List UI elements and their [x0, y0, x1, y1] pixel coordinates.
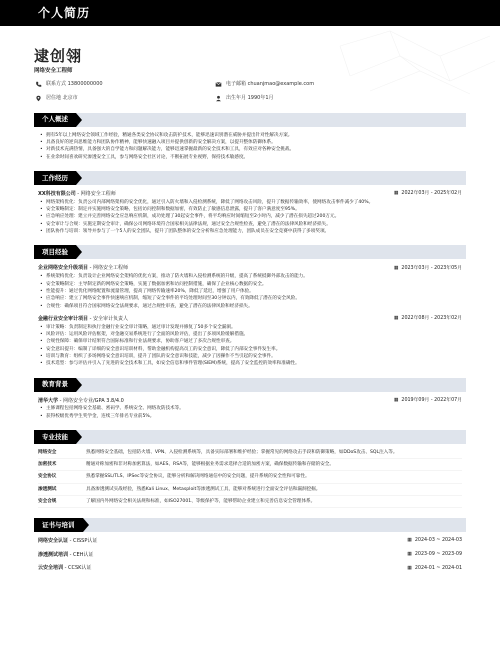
- email-text: 电子邮箱 chuanjmao@example.com: [226, 81, 315, 88]
- list-item: • 安全审计与合规：实施定期安全审计，确保公司网络环境符合国家相关法律法规，通过安全合规性检查，避免了潜在的法律风险和经济损失。: [38, 222, 462, 228]
- section-title: 专业技能: [34, 430, 76, 444]
- list-item: • 团队协作与培训：领导并参与了一个5人的安全团队，提升了团队整体的安全分析和应急处理能力，团队成员在安全竞赛中获得了多项奖项。: [38, 229, 462, 235]
- section-title: 教育背景: [34, 378, 76, 392]
- list-item: • 应急响应：建立了网络安全事件快速响应机制，缩短了安全事件的平均处理时间至30分钟以内，有效降低了潜在的安全风险。: [38, 296, 462, 302]
- major-text: 网络安全专业/GPA 3.8/4.0: [63, 397, 124, 404]
- calendar-icon: ▦: [393, 397, 399, 403]
- list-item: • 在业余时间喜欢研究渗透安全工具，参与网络安全社区讨论，不断拓展专业视野，保持技术敏感度。: [38, 155, 462, 161]
- education-section: [34, 378, 466, 420]
- calendar-icon: ▦: [407, 551, 412, 557]
- skill-row: [38, 462, 462, 471]
- calendar-icon: ▦: [407, 538, 412, 544]
- location-text: 居住地 北京市: [46, 95, 78, 102]
- location-icon: [34, 95, 42, 103]
- cert-row: 渗透测试培训 - CEH认证 ▦ 2023-09 ~ 2023-09: [38, 551, 462, 558]
- list-item: • 审计策略：负责制定和执行金融行业安全审计策略，通过审计发现并修复了50多个安全漏洞。: [38, 325, 462, 331]
- phone-text: 联系方式 13800000000: [46, 81, 103, 88]
- section-title: 项目经验: [34, 245, 76, 259]
- summary-section: [34, 113, 466, 161]
- project-entry: 企业网络安全升级项目 - 网络安全工程师 ▦ 2023年03月 - 2023年05月 • 系统架构优化：负责设计企业网络安全架构的优化方案，推动了防火墙和入侵检测系统的升级，提高了系统抵御外部攻击的能力。 • 安全策略制定：主导制定新的网络安全策略，实施了数据加密和访问控制措施，确保了企业核心数据的安全。 • 性能提升：通过优化网络配置和流量管理，提高了网络传输速率20%，降低了延迟，增强了用户体验。 • 应急响应：建立了网络安全事件快速响应机制，缩短了安全事件的平均处理时间至30分钟以内，有效降低了潜在的安全风险。 • 合规性：确保项目符合国家网络安全法规要求，通过合规性审查，避免了潜在的法律风险和经济损失。: [38, 265, 462, 309]
- project-date: 2023年03月 - 2023年05月: [401, 265, 462, 271]
- skill-row: [38, 450, 462, 459]
- job-intent: 网络安全工程师: [34, 68, 73, 75]
- phone-item: [34, 81, 214, 89]
- school-name: 清华大学: [38, 397, 59, 404]
- skill-name: 加密技术: [38, 462, 57, 468]
- education-list: [38, 406, 462, 420]
- decorative-pattern: [330, 26, 500, 96]
- email-icon: [214, 81, 222, 89]
- calendar-icon: ▦: [393, 191, 399, 197]
- section-title: 证书与培训: [34, 518, 83, 532]
- cert-sub: CEH认证: [73, 551, 94, 558]
- calendar-icon: ▦: [393, 316, 399, 321]
- project-name: 企业网络安全升级项目: [38, 265, 89, 272]
- skill-name: 渗透测试: [38, 486, 57, 492]
- cert-row: 云安全培训 - CCSK认证 ▦ 2024-01 ~ 2024-01: [38, 565, 462, 572]
- resume-header-bar: [0, 0, 500, 26]
- list-item: • 网络架构优化：负责公司内部网络架构的安全优化，通过引入防火墙和入侵检测系统，降低了网络攻击风险，提升了数据传输效率，使网络攻击事件减少了40%。: [38, 200, 462, 206]
- list-item: • 获得校级优秀学生奖学金，连续三年排名专业前5%。: [38, 414, 462, 420]
- project-role: 网络安全工程师: [93, 265, 129, 272]
- project-role: 安全审计负责人: [93, 315, 129, 322]
- skill-name: 安全合规: [38, 498, 57, 504]
- list-item: • 安全策略制定：制定并实施网络安全策略，包括访问控制和数据加密，有效防止了敏感信息泄露，提升了客户满意度至95%。: [38, 207, 462, 213]
- cert-sub: CCSK认证: [68, 565, 92, 572]
- work-list: [38, 200, 462, 236]
- project-name: 金融行业安全审计项目: [38, 315, 89, 322]
- work-date: 2022年03月 - 2025年02月: [401, 191, 462, 197]
- skill-row: [38, 499, 462, 508]
- cert-name: 网络安全认证: [38, 537, 69, 544]
- cert-name: 渗透测试培训: [38, 551, 69, 558]
- calendar-icon: ▦: [407, 565, 412, 571]
- list-item: • 合规性：确保项目符合国家网络安全法规要求，通过合规性审查，避免了潜在的法律风险和经济损失。: [38, 304, 462, 310]
- skill-row: [38, 487, 462, 496]
- section-header: [34, 378, 466, 392]
- list-item: • 培训与教育：组织了多场网络安全意识培训，提升了团队的安全意识和技能，减少了因操作不当引起的安全事件。: [38, 354, 462, 360]
- location-item: [34, 95, 214, 103]
- cert-date: 2024-03 ~ 2024-03: [414, 538, 462, 544]
- skill-desc: 精通对称加密和非对称加密算法，如AES、RSA等，能够根据业务需求选择合适的加密方案，确保数据传输和存储的安全。: [86, 462, 334, 468]
- list-item: • 技术选型：参与评估并引入了先进的安全技术和工具，如安全信息和事件管理(SIEM)系统，提高了安全监控的效率和准确性。: [38, 361, 462, 367]
- skills-section: [34, 430, 466, 508]
- skill-name: 安全协议: [38, 474, 57, 480]
- project-entry: 金融行业安全审计项目 - 安全审计负责人 ▦ 2022年08月 - 2023年02月 • 审计策略：负责制定和执行金融行业安全审计策略，通过审计发现并修复了50多个安全漏洞。 • 风险评估：运用风险评估框架，对金融交易系统进行了全面的风险评估，提出了多项风险缓解措施。 • 合规性保障：确保审计结果符合国际标准和行业法规要求，协助客户通过了多次合规性审查。 • 安全意识提升：编制了详细的安全意识培训材料，帮助金融机构提高员工的安全意识，降低了内部安全事件发生率。 • 培训与教育：组织了多场网络安全意识培训，提升了团队的安全意识和技能，减少了因操作不当引起的安全事件。 • 技术选型：参与评估并引入了先进的安全技术和工具，如安全信息和事件管理(SIEM)系统，提高了安全监控的效率和准确性。: [38, 316, 462, 368]
- list-item: • 应急响应处理：建立并完善网络安全应急响应机制，成功处理了30起安全事件，将平均响应时间缩短至2小时内，减少了潜在损失超过200万元。: [38, 214, 462, 220]
- person-name: 逮创翎: [34, 47, 83, 65]
- user-icon: [214, 95, 222, 103]
- skill-desc: 具备渗透测试实战经验，熟悉Kali Linux、Metasploit等渗透测试工具，能够对系统进行全面安全评估和漏洞挖掘。: [86, 486, 321, 492]
- cert-date: 2023-09 ~ 2023-09: [414, 551, 462, 557]
- project-list: [38, 325, 462, 368]
- skill-desc: 熟悉掌握SSL/TLS、IPSec等安全协议，能够分析和解决网络通信中的安全问题，提升系统的安全性和可靠性。: [86, 474, 310, 480]
- company-name: XX科技有限公司: [38, 190, 76, 197]
- cert-date: 2024-01 ~ 2024-01: [414, 565, 462, 571]
- section-title: 个人概述: [34, 113, 76, 127]
- list-item: • 风险评估：运用风险评估框架，对金融交易系统进行了全面的风险评估，提出了多项风险缓解措施。: [38, 332, 462, 338]
- birth-text: 出生年月 1990年1月: [226, 95, 274, 102]
- calendar-icon: ▦: [393, 265, 399, 271]
- phone-icon: [34, 81, 42, 89]
- summary-list: [38, 133, 462, 161]
- skill-desc: 熟悉网络安全基础，包括防火墙、VPN、入侵检测系统等，具备实际部署和维护经验；掌握常见的网络攻击手段和防御策略，如DDoS攻击、SQL注入等。: [86, 449, 398, 455]
- cert-sub: CISSP认证: [73, 537, 98, 544]
- list-item: • 对新技术充满热情，具备强大的自学能力和问题解决能力，能够迅速掌握最新的安全技术和工具，有效应对各种安全挑战。: [38, 147, 462, 153]
- skill-row: [38, 474, 462, 483]
- project-list: [38, 274, 462, 310]
- list-item: • 性能提升：通过优化网络配置和流量管理，提高了网络传输速率20%，降低了延迟，增强了用户体验。: [38, 289, 462, 295]
- cert-row: 网络安全认证 - CISSP认证 ▦ 2024-03 ~ 2024-03: [38, 537, 462, 544]
- section-title: 工作经历: [34, 171, 76, 185]
- list-item: • 具备良好的逆向思维能力和团队协作精神，能够快速融入项目并提供创新的安全解决方案，以提升整体防御体系。: [38, 140, 462, 146]
- cert-name: 云安全培训: [38, 565, 64, 572]
- skill-name: 网络安全: [38, 449, 57, 455]
- section-header: [34, 171, 466, 185]
- skill-desc: 了解国内外网络安全相关法规和标准，如ISO27001、等级保护等，能够帮助企业建立和完善信息安全管理体系。: [86, 498, 316, 504]
- work-entry: XX科技有限公司 - 网络安全工程师 ▦ 2022年03月 - 2025年02月 • 网络架构优化：负责公司内部网络架构的安全优化，通过引入防火墙和入侵检测系统，降低了网络攻击风险，提升了数据传输效率，使网络攻击事件减少了40%。 • 安全策略制定：制定并实施网络安全策略，包括访问控制和数据加密，有效防止了敏感信息泄露，提升了客户满意度至95%。 • 应急响应处理：建立并完善网络安全应急响应机制，成功处理了30起安全事件，将平均响应时间缩短至2小时内，减少了潜在损失超过200万元。 • 安全审计与合规：实施定期安全审计，确保公司网络环境符合国家相关法律法规，通过安全合规性检查，避免了潜在的法律风险和经济损失。 • 团队协作与培训：领导并参与了一个5人的安全团队，提升了团队整体的安全分析和应急处理能力，团队成员在安全竞赛中获得了多项奖项。: [38, 191, 462, 235]
- education-entry: 清华大学 - 网络安全专业/GPA 3.8/4.0 ▦ 2019年09月 - 2022年07月 • 主修课程包括网络安全基础、密码学、系统安全、网络攻防技术等。 • 获得校级优秀学生奖学金，连续三年排名专业前5%。: [38, 398, 462, 420]
- projects-section: [34, 245, 466, 367]
- work-section: [34, 171, 466, 235]
- list-item: • 系统架构优化：负责设计企业网络安全架构的优化方案，推动了防火墙和入侵检测系统的升级，提高了系统抵御外部攻击的能力。: [38, 274, 462, 280]
- section-header: [34, 113, 466, 127]
- list-item: • 拥有5年以上网络安全领域工作经验，精通各类安全协议和攻击防护技术，能够迅速识别潜在威胁并提出针对性解决方案。: [38, 133, 462, 139]
- project-date: 2022年08月 - 2023年02月: [401, 316, 462, 321]
- list-item: • 主修课程包括网络安全基础、密码学、系统安全、网络攻防技术等。: [38, 406, 462, 412]
- list-item: • 合规性保障：确保审计结果符合国际标准和行业法规要求，协助客户通过了多次合规性审查。: [38, 339, 462, 345]
- education-date: 2019年09月 - 2022年07月: [401, 397, 462, 403]
- job-role: 网络安全工程师: [80, 190, 116, 197]
- section-header: [34, 430, 466, 444]
- list-item: • 安全意识提升：编制了详细的安全意识培训材料，帮助金融机构提高员工的安全意识，降低了内部安全事件发生率。: [38, 347, 462, 353]
- section-header: [34, 245, 466, 259]
- list-item: • 安全策略制定：主导制定新的网络安全策略，实施了数据加密和访问控制措施，确保了企业核心数据的安全。: [38, 282, 462, 288]
- certs-section: [34, 518, 466, 572]
- page-title: 个人简历: [38, 5, 91, 20]
- section-header: [34, 518, 466, 532]
